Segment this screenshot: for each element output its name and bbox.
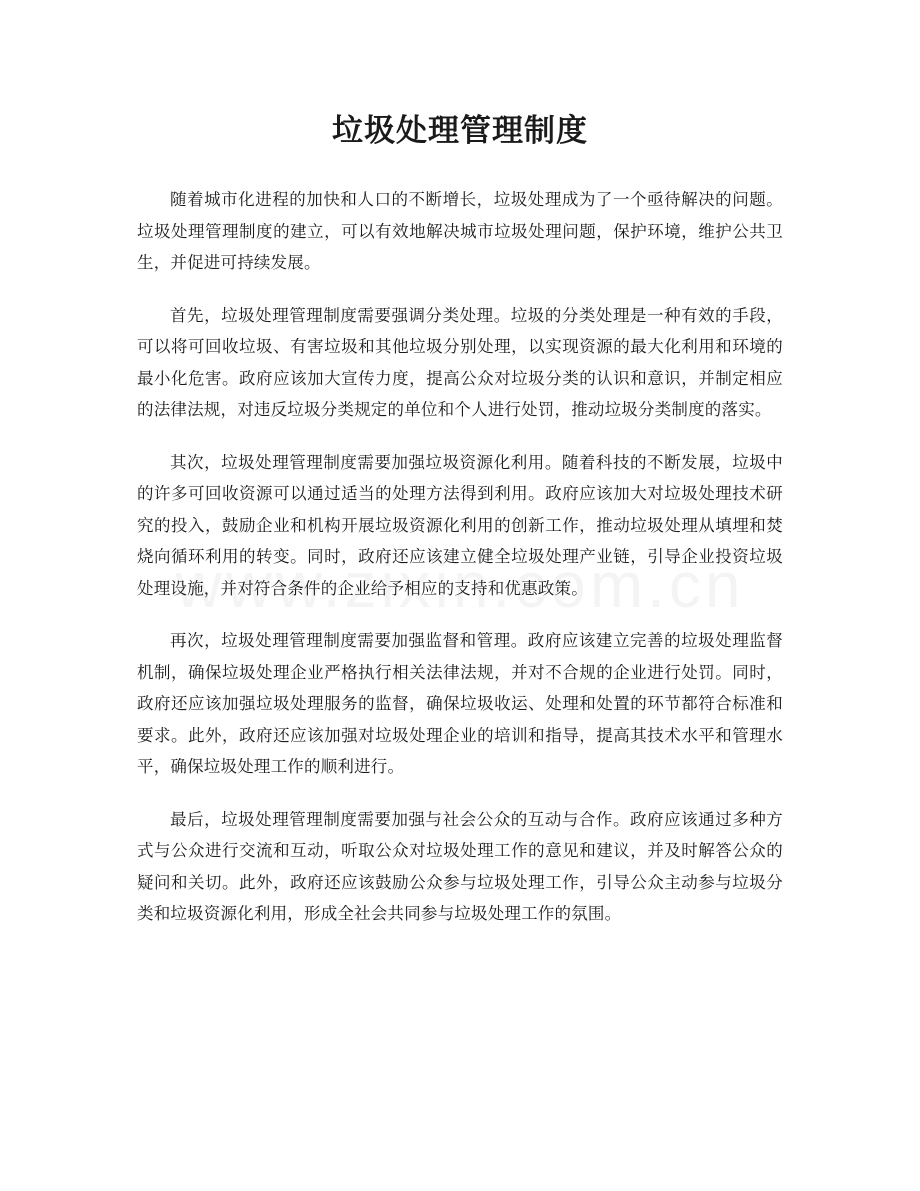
paragraph-supervision: 再次，垃圾处理管理制度需要加强监督和管理。政府应该建立完善的垃圾处理监督机制，确保垃圾处理企业严格执行相关法律法规，并对不合规的企业进行处罚。同时，政府还应该加强垃圾处理服务的监督，确保垃圾收运、处理和处置的环节都符合标准和要求。此外，政府还应该加强对垃圾处理企业的培训和指导，提高其技术水平和管理水平，确保垃圾处理工作的顺利进行。 xyxy=(137,631,783,776)
paragraph-resource-utilization: 其次，垃圾处理管理制度需要加强垃圾资源化利用。随着科技的不断发展，垃圾中的许多可回收资源可以通过适当的处理方法得到利用。政府应该加大对垃圾处理技术研究的投入，鼓励企业和机构开展垃圾资源化利用的创新工作，推动垃圾处理从填埋和焚烧向循环利用的转变。同时，政府还应该建立健全垃圾处理产业链，引导企业投资垃圾处理设施，并对符合条件的企业给予相应的支持和优惠政策。 xyxy=(137,452,783,598)
paragraph-classification: 首先，垃圾处理管理制度需要强调分类处理。垃圾的分类处理是一种有效的手段，可以将可回收垃圾、有害垃圾和其他垃圾分别处理，以实现资源的最大化利用和环境的最小化危害。政府应该加大宣传力度，提高公众对垃圾分类的认识和意识，并制定相应的法律法规，对违反垃圾分类规定的单位和个人进行处罚，推动垃圾分类制度的落实。 xyxy=(137,305,783,419)
document-body xyxy=(137,184,783,951)
document-title: 垃圾处理管理制度 xyxy=(332,113,588,149)
paragraph-public-cooperation: 最后，垃圾处理管理制度需要加强与社会公众的互动与合作。政府应该通过多种方式与公众进行交流和互动，听取公众对垃圾处理工作的意见和建议，并及时解答公众的疑问和关切。此外，政府还应该鼓励公众参与垃圾处理工作，引导公众主动参与垃圾分类和垃圾资源化利用，形成全社会共同参与垃圾处理工作的氛围。 xyxy=(137,809,783,923)
paragraph-intro: 随着城市化进程的加快和人口的不断增长，垃圾处理成为了一个亟待解决的问题。垃圾处理管理制度的建立，可以有效地解决城市垃圾处理问题，保护环境，维护公共卫生，并促进可持续发展。 xyxy=(137,190,783,272)
